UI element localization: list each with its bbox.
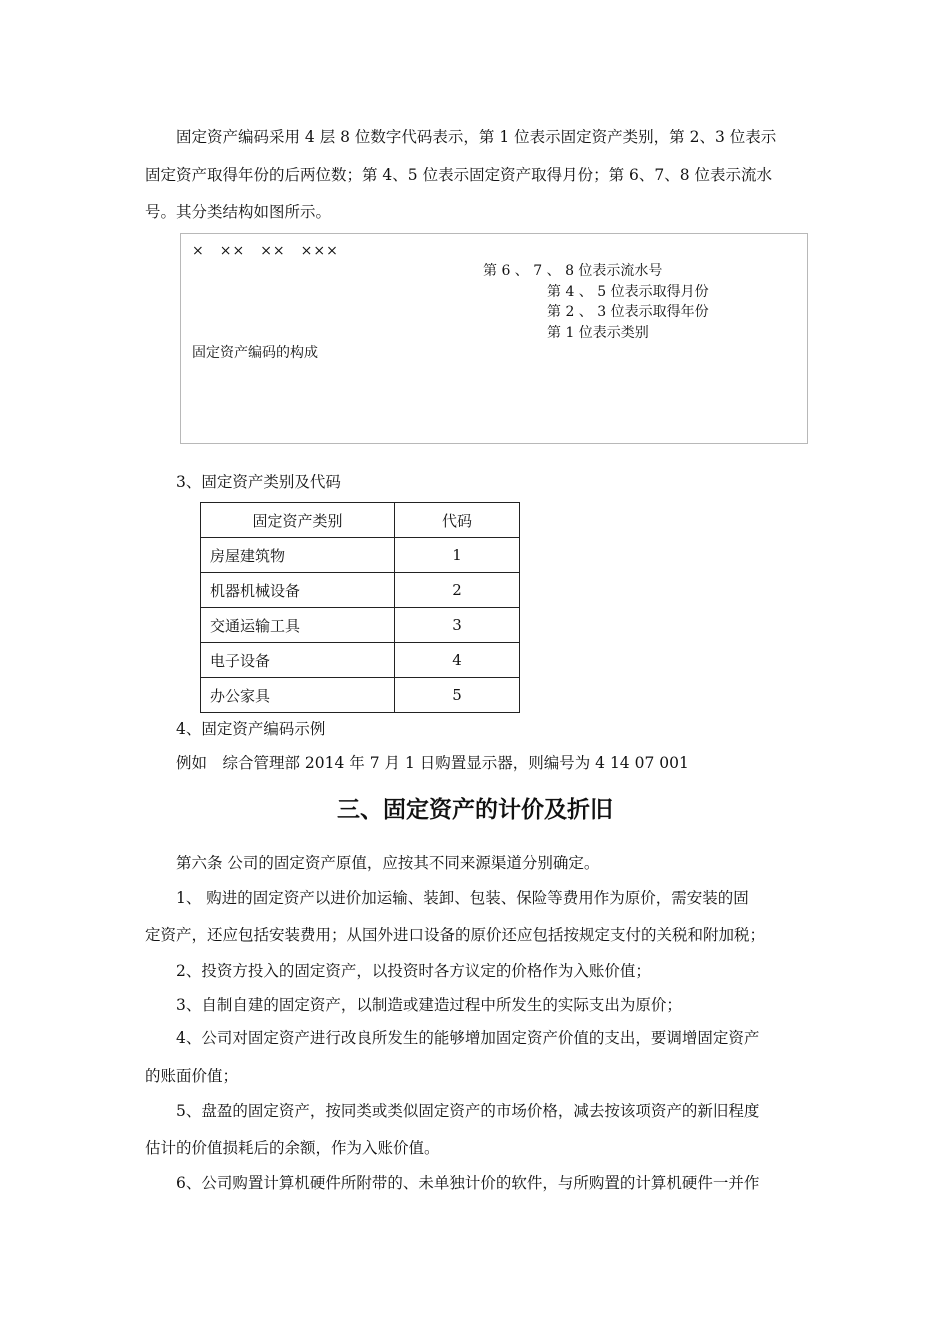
category-code: 4 xyxy=(395,643,520,678)
item-2: 2、投资方投入的固定资产，以投资时各方议定的价格作为入账价值； xyxy=(176,962,651,980)
category-name: 交通运输工具 xyxy=(201,608,395,643)
digit-6-8-label: 第 6 、 7 、 8 位表示流水号 xyxy=(483,263,663,279)
item-6-line-1: 6、公司购置计算机硬件所附带的、未单独计价的软件，与所购置的计算机硬件一并作 xyxy=(176,1174,760,1192)
section-3-title: 3、固定资产类别及代码 xyxy=(176,473,341,491)
digit-2-3-label: 第 2 、 3 位表示取得年份 xyxy=(547,304,709,320)
category-table xyxy=(200,502,520,713)
table-header-row xyxy=(201,503,520,538)
category-code: 5 xyxy=(395,678,520,713)
item-5-line-1: 5、盘盈的固定资产，按同类或类似固定资产的市场价格，减去按该项资产的新旧程度 xyxy=(176,1102,760,1120)
table-row xyxy=(201,608,520,643)
category-name: 电子设备 xyxy=(201,643,395,678)
code-pattern: × ×× ×× ××× xyxy=(192,243,339,259)
item-4-line-1: 4、公司对固定资产进行改良所发生的能够增加固定资产价值的支出，要调增固定资产 xyxy=(176,1029,760,1047)
table-row xyxy=(201,573,520,608)
item-1-line-1: 1、 购进的固定资产以进价加运输、装卸、包装、保险等费用作为原价，需安装的固 xyxy=(176,889,749,907)
category-code: 1 xyxy=(395,538,520,573)
header-category: 固定资产类别 xyxy=(201,503,395,538)
item-5-line-2: 估计的价值损耗后的余额，作为入账价值。 xyxy=(145,1139,440,1157)
digit-4-5-label: 第 4 、 5 位表示取得月份 xyxy=(547,284,709,300)
code-box-caption: 固定资产编码的构成 xyxy=(192,345,318,361)
intro-line-3: 号。其分类结构如图所示。 xyxy=(145,203,332,221)
table-row xyxy=(201,538,520,573)
intro-line-2: 固定资产取得年份的后两位数；第 4、5 位表示固定资产取得月份；第 6、7、8 位表示流水 xyxy=(145,166,773,184)
example-text: 例如 综合管理部 2014 年 7 月 1 日购置显示器，则编号为 4 14 07 001 xyxy=(176,754,689,772)
item-3: 3、自制自建的固定资产，以制造或建造过程中所发生的实际支出为原价； xyxy=(176,996,682,1014)
category-name: 房屋建筑物 xyxy=(201,538,395,573)
category-code: 3 xyxy=(395,608,520,643)
section-4-title: 4、固定资产编码示例 xyxy=(176,720,326,738)
code-structure-box xyxy=(180,233,808,444)
category-code: 2 xyxy=(395,573,520,608)
category-name: 办公家具 xyxy=(201,678,395,713)
article-6-title: 第六条 公司的固定资产原值，应按其不同来源渠道分别确定。 xyxy=(176,854,600,872)
header-code: 代码 xyxy=(395,503,520,538)
digit-1-label: 第 1 位表示类别 xyxy=(547,325,649,341)
item-1-line-2: 定资产，还应包括安装费用；从国外进口设备的原价还应包括按规定支付的关税和附加税； xyxy=(145,926,766,944)
table-row xyxy=(201,678,520,713)
intro-line-1: 固定资产编码采用 4 层 8 位数字代码表示，第 1 位表示固定资产类别，第 2、3 位表示 xyxy=(176,128,777,146)
section-heading: 三、固定资产的计价及折旧 xyxy=(337,796,613,823)
table-row xyxy=(201,643,520,678)
item-4-line-2: 的账面价值； xyxy=(145,1067,239,1085)
category-name: 机器机械设备 xyxy=(201,573,395,608)
